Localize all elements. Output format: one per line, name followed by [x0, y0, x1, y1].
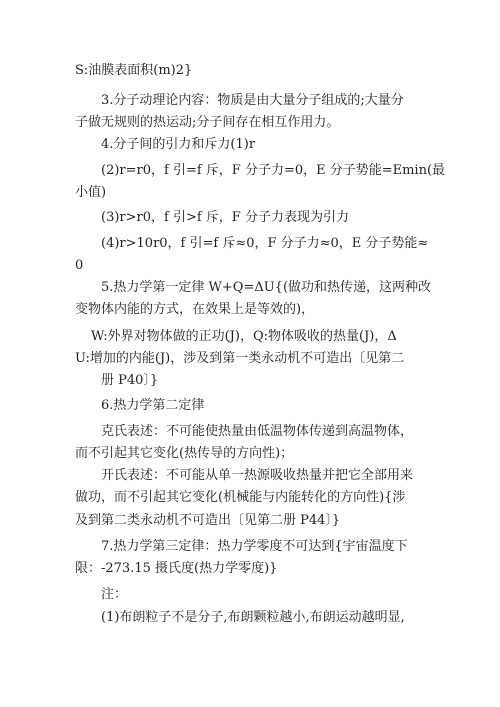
note-label: 注：: [101, 587, 128, 602]
text-line: 变物体内能的方式，在效果上是等效的)，: [75, 302, 315, 317]
text-line: 0: [75, 258, 84, 273]
text-line: (2)r=r0，f 引=f 斥，F 分子力=0，E 分子势能=Emin(最: [101, 163, 446, 178]
text-line: W:外界对物体做的正功(J)，Q:物体吸收的热量(J)，Δ: [91, 329, 397, 344]
text-line: (1)布朗粒子不是分子,布朗颗粒越小,布朗运动越明显,: [101, 610, 405, 625]
text-line: U:增加的内能(J)，涉及到第一类永动机不可造出〔见第二: [75, 351, 405, 366]
text-line: 小值): [75, 185, 107, 200]
text-line: 而不引起其它变化(热传导的方向性)；: [75, 446, 294, 461]
text-line: 做功，而不引起其它变化(机械能与内能转化的方向性){涉: [75, 490, 406, 505]
text-line: 克氏表述：不可能使热量由低温物体传递到高温物体，: [101, 424, 414, 439]
text-line: (3)r>r0，f 引>f 斥，F 分子力表现为引力: [101, 210, 349, 225]
text-line: 限：-273.15 摄氏度(热力学零度)}: [75, 561, 278, 576]
text-line: 开氏表述：不可能从单一热源吸收热量并把它全部用来: [101, 468, 414, 483]
text-line: 5.热力学第一定律 W+Q=ΔU{(做功和热传递，这两种改: [101, 280, 432, 295]
section-heading: 6.热力学第二定律: [101, 398, 205, 413]
text-line: (4)r>10r0，f 引=f 斥≈0，F 分子力≈0，E 分子势能≈: [101, 236, 429, 251]
text-line: 子做无规则的热运动;分子间存在相互作用力。: [75, 115, 340, 130]
text-line: 7.热力学第三定律：热力学零度不可达到{宇宙温度下: [101, 539, 408, 554]
text-line: 3.分子动理论内容：物质是由大量分子组成的;大量分: [101, 93, 404, 108]
text-line: 册 P40〕}: [101, 373, 159, 388]
text-line: 及到第二类永动机不可造出〔见第二册 P44〕}: [75, 513, 341, 528]
text-line: 4.分子间的引力和斥力(1)r: [101, 137, 256, 152]
text-line: S:油膜表面积(m)2}: [75, 63, 193, 78]
